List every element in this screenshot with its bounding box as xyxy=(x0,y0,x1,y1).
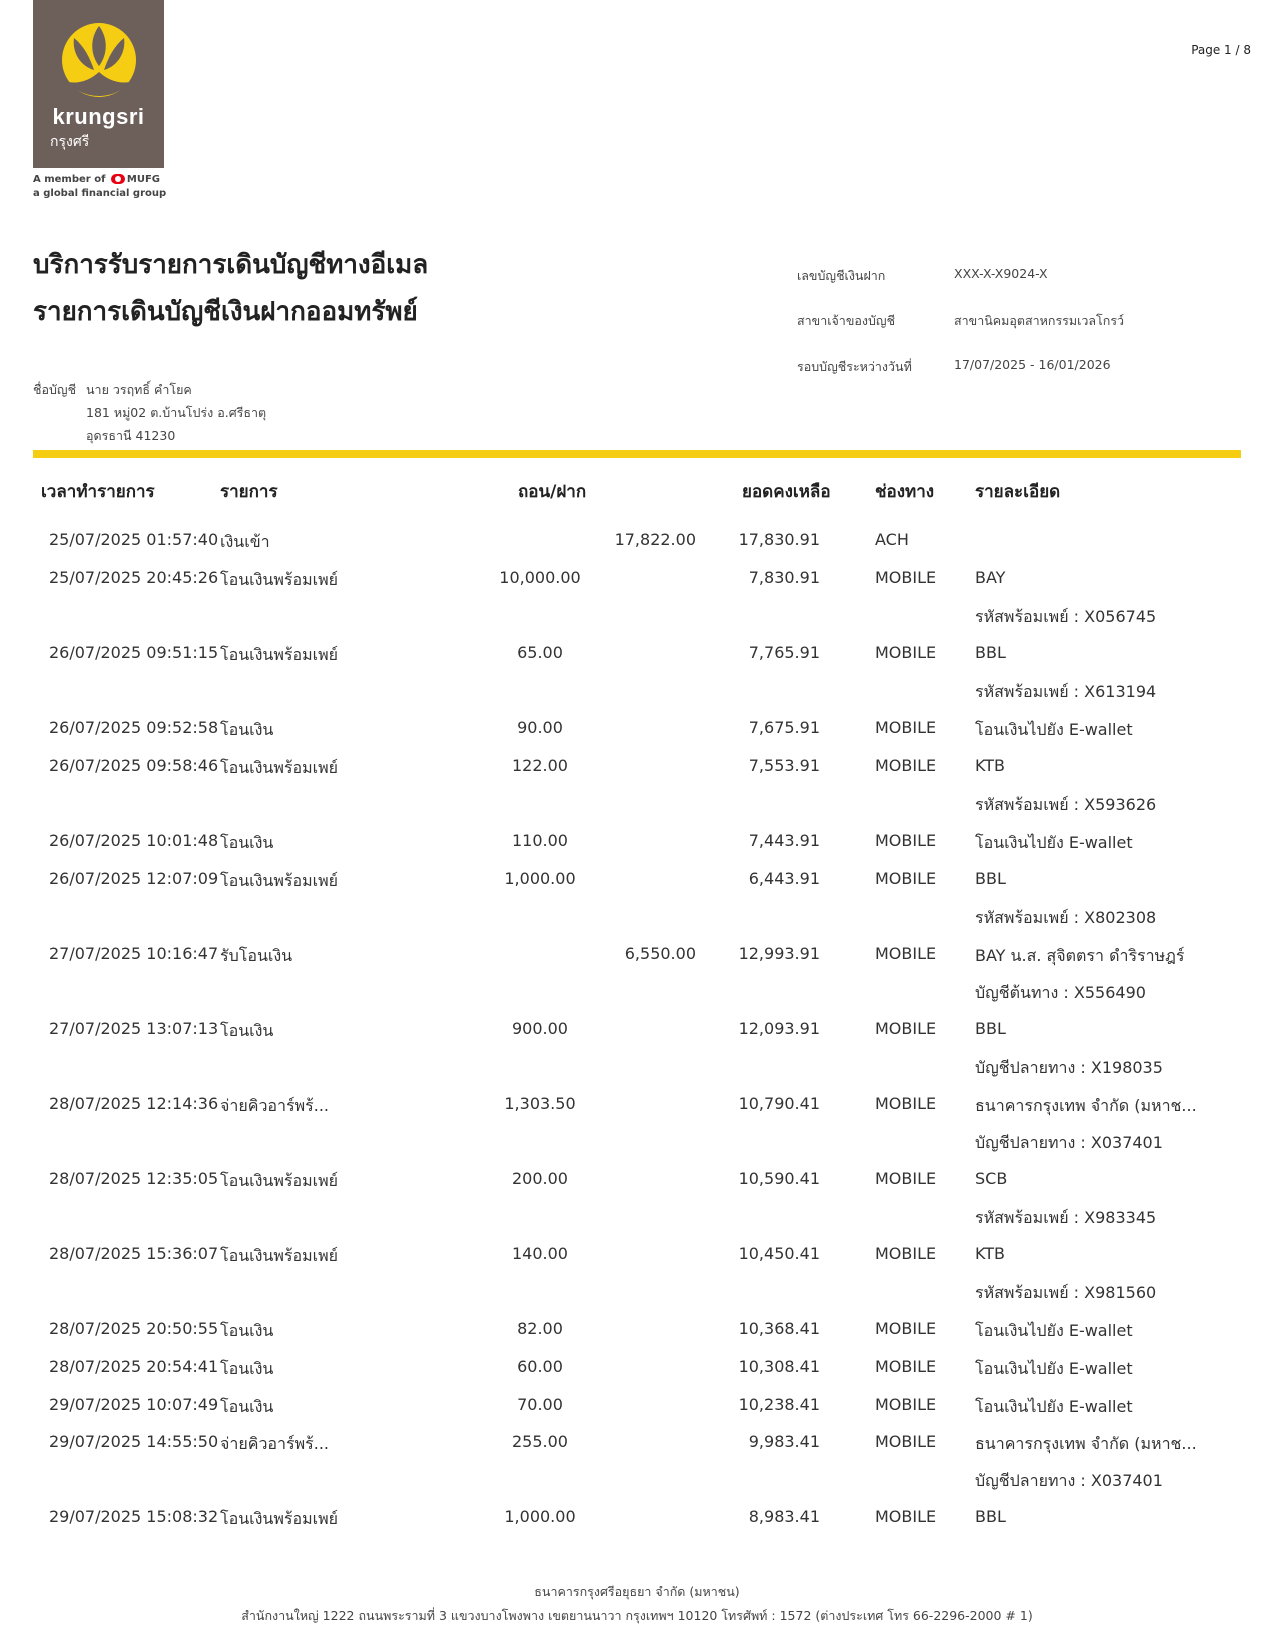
table-row xyxy=(0,869,1274,927)
row-withdraw: 1,000.00 xyxy=(504,869,576,888)
row-time: 26/07/2025 10:01:48 xyxy=(49,831,219,850)
account-holder-name: นาย วรฤทธิ์ คำโยค xyxy=(86,382,192,397)
service-title: บริการรับรายการเดินบัญชีทางอีเมล xyxy=(33,250,429,280)
table-row xyxy=(0,1432,1274,1490)
row-detail: KTB xyxy=(975,756,1005,775)
header-detail: รายละเอียด xyxy=(975,482,1061,502)
row-balance: 12,093.91 xyxy=(738,1019,820,1038)
row-balance: 10,450.41 xyxy=(738,1244,820,1263)
row-time: 28/07/2025 20:54:41 xyxy=(49,1357,219,1376)
member-text: A member of xyxy=(33,174,106,185)
row-time: 28/07/2025 20:50:55 xyxy=(49,1319,219,1338)
row-time: 29/07/2025 10:07:49 xyxy=(49,1395,219,1414)
row-balance: 6,443.91 xyxy=(748,869,820,888)
row-detail-secondary: บัญชีปลายทาง : X037401 xyxy=(975,1471,1163,1490)
table-row xyxy=(0,1244,1274,1302)
row-time: 25/07/2025 01:57:40 xyxy=(49,530,219,549)
row-balance: 10,308.41 xyxy=(738,1357,820,1376)
table-row xyxy=(0,530,1274,560)
row-detail: BBL xyxy=(975,643,1006,662)
brand-name-th: กรุงศรี xyxy=(50,134,90,150)
row-balance: 10,368.41 xyxy=(738,1319,820,1338)
row-channel: MOBILE xyxy=(875,1169,937,1188)
account-no-label: เลขบัญชีเงินฝาก xyxy=(797,268,886,283)
row-withdraw: 200.00 xyxy=(512,1169,568,1188)
row-detail: โอนเงินไปยัง E-wallet xyxy=(975,1359,1133,1378)
row-balance: 17,830.91 xyxy=(738,530,820,549)
row-desc: โอนเงินพร้อมเพย์ xyxy=(220,1509,339,1528)
header-channel: ช่องทาง xyxy=(875,482,935,502)
row-balance: 8,983.41 xyxy=(748,1507,820,1526)
row-withdraw: 82.00 xyxy=(517,1319,563,1338)
row-balance: 7,553.91 xyxy=(748,756,820,775)
header-time: เวลาทำรายการ xyxy=(41,482,155,502)
row-channel: MOBILE xyxy=(875,1357,937,1376)
row-detail-secondary: รหัสพร้อมเพย์ : X981560 xyxy=(975,1283,1157,1302)
table-row xyxy=(0,1169,1274,1227)
period-label: รอบบัญชีระหว่างวันที่ xyxy=(797,359,912,374)
row-desc: รับโอนเงิน xyxy=(220,946,293,965)
row-channel: MOBILE xyxy=(875,1507,937,1526)
row-time: 28/07/2025 12:35:05 xyxy=(49,1169,219,1188)
row-withdraw: 255.00 xyxy=(512,1432,568,1451)
row-detail-secondary: รหัสพร้อมเพย์ : X593626 xyxy=(975,795,1157,814)
row-balance: 9,983.41 xyxy=(748,1432,820,1451)
row-withdraw: 110.00 xyxy=(512,831,568,850)
row-detail-secondary: รหัสพร้อมเพย์ : X983345 xyxy=(975,1208,1157,1227)
header-balance: ยอดคงเหลือ xyxy=(742,482,831,502)
row-desc: โอนเงิน xyxy=(220,1397,274,1416)
row-desc: โอนเงินพร้อมเพย์ xyxy=(220,1246,339,1265)
mufg-text: MUFG xyxy=(126,174,161,185)
footer-bank-name: ธนาคารกรุงศรีอยุธยา จำกัด (มหาชน) xyxy=(534,1584,740,1599)
table-row xyxy=(0,1395,1274,1425)
row-balance: 10,590.41 xyxy=(738,1169,820,1188)
row-withdraw: 900.00 xyxy=(512,1019,568,1038)
row-detail: BBL xyxy=(975,1507,1006,1526)
address-line-1: 181 หมู่02 ต.บ้านโปร่ง อ.ศรีธาตุ xyxy=(86,405,267,420)
row-detail: BBL xyxy=(975,1019,1006,1038)
table-row xyxy=(0,718,1274,748)
header-amount: ถอน/ฝาก xyxy=(518,482,587,502)
row-withdraw: 122.00 xyxy=(512,756,568,775)
row-deposit: 6,550.00 xyxy=(624,944,696,963)
row-withdraw: 140.00 xyxy=(512,1244,568,1263)
row-channel: MOBILE xyxy=(875,869,937,888)
row-desc: โอนเงินพร้อมเพย์ xyxy=(220,871,339,890)
row-channel: MOBILE xyxy=(875,756,937,775)
row-detail-secondary: บัญชีปลายทาง : X198035 xyxy=(975,1058,1163,1077)
account-no: XXX-X-X9024-X xyxy=(954,266,1048,281)
krungsri-emblem-icon xyxy=(60,20,138,100)
member-line xyxy=(33,174,160,185)
row-time: 26/07/2025 09:51:15 xyxy=(49,643,219,662)
row-balance: 10,790.41 xyxy=(738,1094,820,1113)
row-channel: MOBILE xyxy=(875,568,937,587)
row-time: 29/07/2025 15:08:32 xyxy=(49,1507,219,1526)
row-detail: โอนเงินไปยัง E-wallet xyxy=(975,833,1133,852)
row-desc: โอนเงิน xyxy=(220,1321,274,1340)
row-detail-secondary: รหัสพร้อมเพย์ : X802308 xyxy=(975,908,1157,927)
row-detail: KTB xyxy=(975,1244,1005,1263)
row-channel: MOBILE xyxy=(875,1244,937,1263)
row-detail: โอนเงินไปยัง E-wallet xyxy=(975,1397,1133,1416)
row-desc: โอนเงิน xyxy=(220,720,274,739)
table-row xyxy=(0,1357,1274,1387)
row-detail: SCB xyxy=(975,1169,1008,1188)
row-desc: จ่ายคิวอาร์พร้... xyxy=(220,1434,330,1453)
row-balance: 10,238.41 xyxy=(738,1395,820,1414)
table-row xyxy=(0,643,1274,701)
row-detail: ธนาคารกรุงเทพ จำกัด (มหาช... xyxy=(975,1096,1197,1115)
row-desc: โอนเงินพร้อมเพย์ xyxy=(220,645,339,664)
row-time: 26/07/2025 09:58:46 xyxy=(49,756,219,775)
row-withdraw: 10,000.00 xyxy=(499,568,581,587)
address-line-2: อุดรธานี 41230 xyxy=(86,428,176,443)
table-row xyxy=(0,1319,1274,1349)
row-deposit: 17,822.00 xyxy=(614,530,696,549)
row-desc: โอนเงินพร้อมเพย์ xyxy=(220,758,339,777)
row-desc: โอนเงินพร้อมเพย์ xyxy=(220,1171,339,1190)
row-desc: โอนเงิน xyxy=(220,1021,274,1040)
table-row xyxy=(0,831,1274,861)
row-withdraw: 60.00 xyxy=(517,1357,563,1376)
row-detail: โอนเงินไปยัง E-wallet xyxy=(975,720,1133,739)
brand-name: krungsri xyxy=(52,104,145,129)
row-desc: จ่ายคิวอาร์พร้... xyxy=(220,1096,330,1115)
row-withdraw: 90.00 xyxy=(517,718,563,737)
row-detail-secondary: บัญชีปลายทาง : X037401 xyxy=(975,1133,1163,1152)
table-row xyxy=(0,1019,1274,1077)
row-time: 27/07/2025 13:07:13 xyxy=(49,1019,219,1038)
row-withdraw: 1,000.00 xyxy=(504,1507,576,1526)
row-channel: MOBILE xyxy=(875,1019,937,1038)
row-time: 29/07/2025 14:55:50 xyxy=(49,1432,219,1451)
row-detail-secondary: รหัสพร้อมเพย์ : X056745 xyxy=(975,607,1157,626)
row-channel: MOBILE xyxy=(875,643,937,662)
branch-label: สาขาเจ้าของบัญชี xyxy=(797,313,896,328)
row-detail: BAY xyxy=(975,568,1006,587)
row-detail-secondary: รหัสพร้อมเพย์ : X613194 xyxy=(975,682,1157,701)
table-row xyxy=(0,756,1274,814)
row-time: 28/07/2025 12:14:36 xyxy=(49,1094,219,1113)
row-withdraw: 70.00 xyxy=(517,1395,563,1414)
row-time: 26/07/2025 12:07:09 xyxy=(49,869,219,888)
row-balance: 12,993.91 xyxy=(738,944,820,963)
bank-logo xyxy=(33,0,164,168)
row-desc: โอนเงิน xyxy=(220,1359,274,1378)
row-detail: ธนาคารกรุงเทพ จำกัด (มหาช... xyxy=(975,1434,1197,1453)
row-channel: ACH xyxy=(875,530,909,549)
row-balance: 7,675.91 xyxy=(748,718,820,737)
row-channel: MOBILE xyxy=(875,718,937,737)
row-detail: BAY น.ส. สุจิตตรา ดำริราษฎร์ xyxy=(975,946,1185,965)
row-detail: BBL xyxy=(975,869,1006,888)
table-row xyxy=(0,1507,1274,1537)
account-name-label: ชื่อบัญชี xyxy=(33,382,77,397)
row-withdraw: 65.00 xyxy=(517,643,563,662)
branch: สาขานิคมอุตสาหกรรมเวลโกรว์ xyxy=(954,313,1125,328)
row-channel: MOBILE xyxy=(875,1395,937,1414)
row-channel: MOBILE xyxy=(875,1094,937,1113)
row-detail: โอนเงินไปยัง E-wallet xyxy=(975,1321,1133,1340)
row-balance: 7,765.91 xyxy=(748,643,820,662)
row-channel: MOBILE xyxy=(875,944,937,963)
row-withdraw: 1,303.50 xyxy=(504,1094,576,1113)
row-balance: 7,443.91 xyxy=(748,831,820,850)
row-time: 28/07/2025 15:36:07 xyxy=(49,1244,219,1263)
table-row xyxy=(0,568,1274,626)
table-row xyxy=(0,944,1274,1002)
row-balance: 7,830.91 xyxy=(748,568,820,587)
period: 17/07/2025 - 16/01/2026 xyxy=(954,357,1111,372)
divider-bar xyxy=(33,450,1241,458)
row-channel: MOBILE xyxy=(875,1432,937,1451)
row-desc: โอนเงิน xyxy=(220,833,274,852)
row-time: 25/07/2025 20:45:26 xyxy=(49,568,219,587)
table-row xyxy=(0,1094,1274,1152)
row-desc: เงินเข้า xyxy=(220,532,270,551)
row-time: 27/07/2025 10:16:47 xyxy=(49,944,219,963)
statement-title: รายการเดินบัญชีเงินฝากออมทรัพย์ xyxy=(33,297,418,327)
group-text: a global financial group xyxy=(33,188,167,199)
row-desc: โอนเงินพร้อมเพย์ xyxy=(220,570,339,589)
row-channel: MOBILE xyxy=(875,831,937,850)
row-detail-secondary: บัญชีต้นทาง : X556490 xyxy=(975,983,1146,1002)
mufg-icon xyxy=(111,174,125,184)
row-time: 26/07/2025 09:52:58 xyxy=(49,718,219,737)
footer-address: สำนักงานใหญ่ 1222 ถนนพระรามที่ 3 แขวงบางโพงพาง เขตยานนาวา กรุงเทพฯ 10120 โทรศัพท์ : 1572 (ต่างประเทศ โทร 66-2296-2000 # 1) xyxy=(241,1608,1033,1623)
page-indicator: Page 1 / 8 xyxy=(1191,43,1251,57)
row-channel: MOBILE xyxy=(875,1319,937,1338)
header-desc: รายการ xyxy=(220,482,278,502)
